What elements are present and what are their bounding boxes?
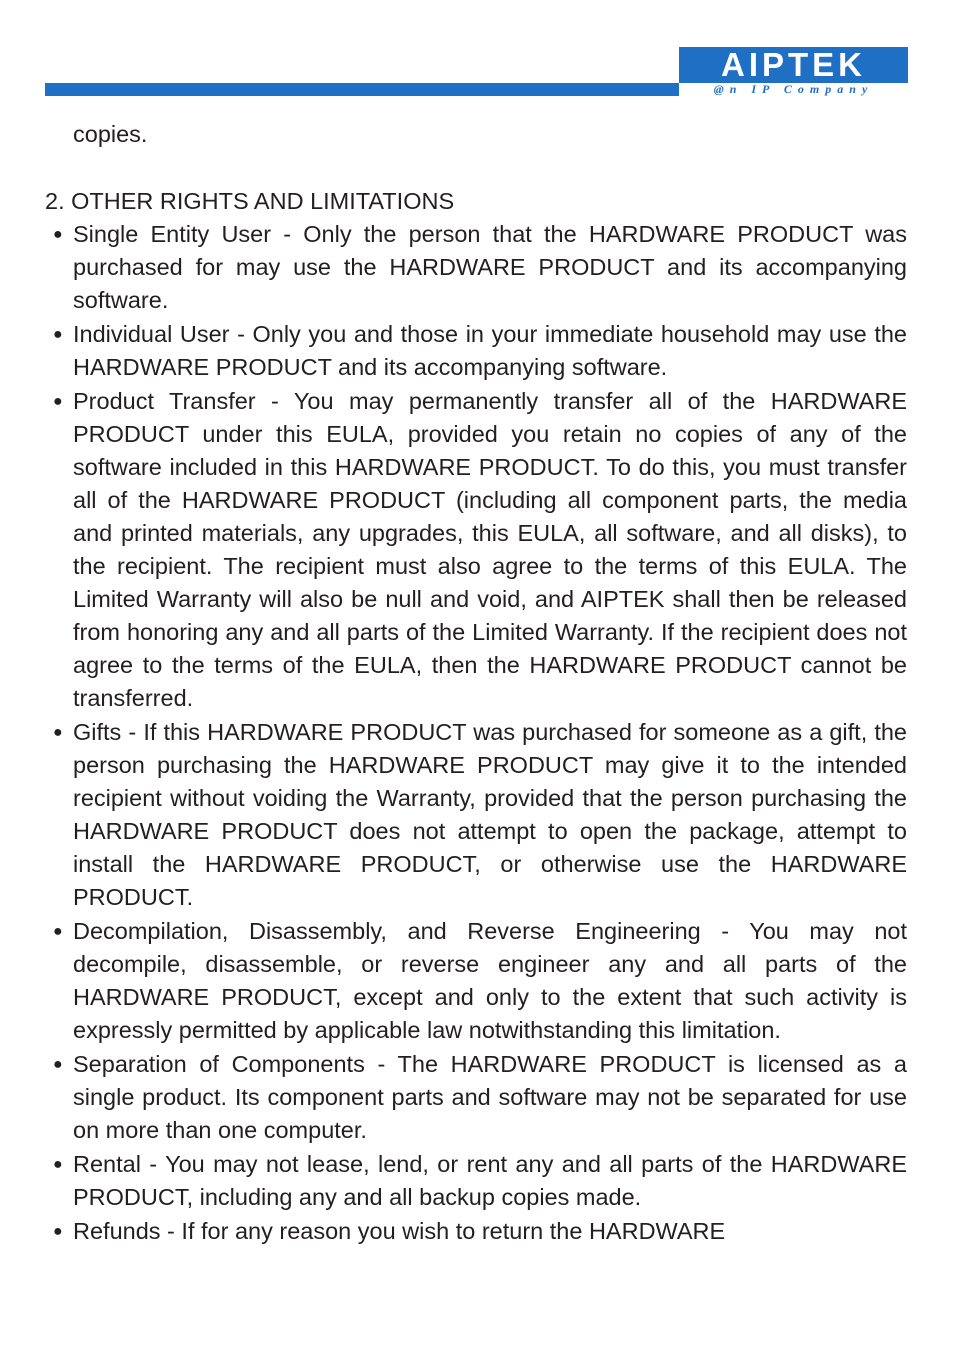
bullet-icon: ● [53,226,63,243]
list-item: ● Gifts - If this HARDWARE PRODUCT was purchased for someone as a gift, the person purchasing the HARDWARE PRODUCT may give it to the intended recipient without voiding the Warranty, provided that the person purchasing the HARDWARE PRODUCT does not attempt to open the package, attempt to install the HARDWARE PRODUCT, or otherwise use the HARDWARE PRODUCT. [45,716,907,914]
list-item: ● Rental - You may not lease, lend, or rent any and all parts of the HARDWARE PRODUCT, including any and all backup copies made. [45,1148,907,1214]
list-item: ● Refunds - If for any reason you wish to return the HARDWARE [45,1215,907,1248]
list-item: ● Individual User - Only you and those in your immediate household may use the HARDWARE PRODUCT and its accompanying software. [45,318,907,384]
logo-tagline: @n IP Company [713,82,874,96]
aiptek-logo [679,47,908,96]
bullet-icon: ● [53,923,63,940]
continuation-text: copies. [73,121,148,147]
section-heading: 2. OTHER RIGHTS AND LIMITATIONS [45,188,455,214]
list-item: ● Separation of Components - The HARDWARE PRODUCT is licensed as a single product. Its component parts and software may not be separated for use on more than one computer. [45,1048,907,1147]
list-item: ● Decompilation, Disassembly, and Reverse Engineering - You may not decompile, disassemble, or reverse engineer any and all parts of the HARDWARE PRODUCT, except and only to the extent that such activity is expressly permitted by applicable law notwithstanding this limitation. [45,915,907,1047]
page-content [45,118,907,1249]
rights-list [45,218,907,1248]
logo-brand: AIPTEK [679,47,908,83]
bullet-icon: ● [53,1223,63,1240]
bullet-icon: ● [53,724,63,741]
bullet-icon: ● [53,1056,63,1073]
bullet-icon: ● [53,326,63,343]
bullet-icon: ● [53,1156,63,1173]
list-item: ● Single Entity User - Only the person that the HARDWARE PRODUCT was purchased for may use the HARDWARE PRODUCT and its accompanying software. [45,218,907,317]
list-item: ● Product Transfer - You may permanently transfer all of the HARDWARE PRODUCT under this EULA, provided you retain no copies of any of the software included in this HARDWARE PRODUCT. To do this, you must transfer all of the HARDWARE PRODUCT (including all component parts, the media and printed materials, any upgrades, this EULA, all software, and all disks), to the recipient. The recipient must also agree to the terms of this EULA. The Limited Warranty will also be null and void, and AIPTEK shall then be released from honoring any and all parts of the Limited Warranty. If the recipient does not agree to the terms of the EULA, then the HARDWARE PRODUCT cannot be transferred. [45,385,907,715]
bullet-icon: ● [53,393,63,410]
